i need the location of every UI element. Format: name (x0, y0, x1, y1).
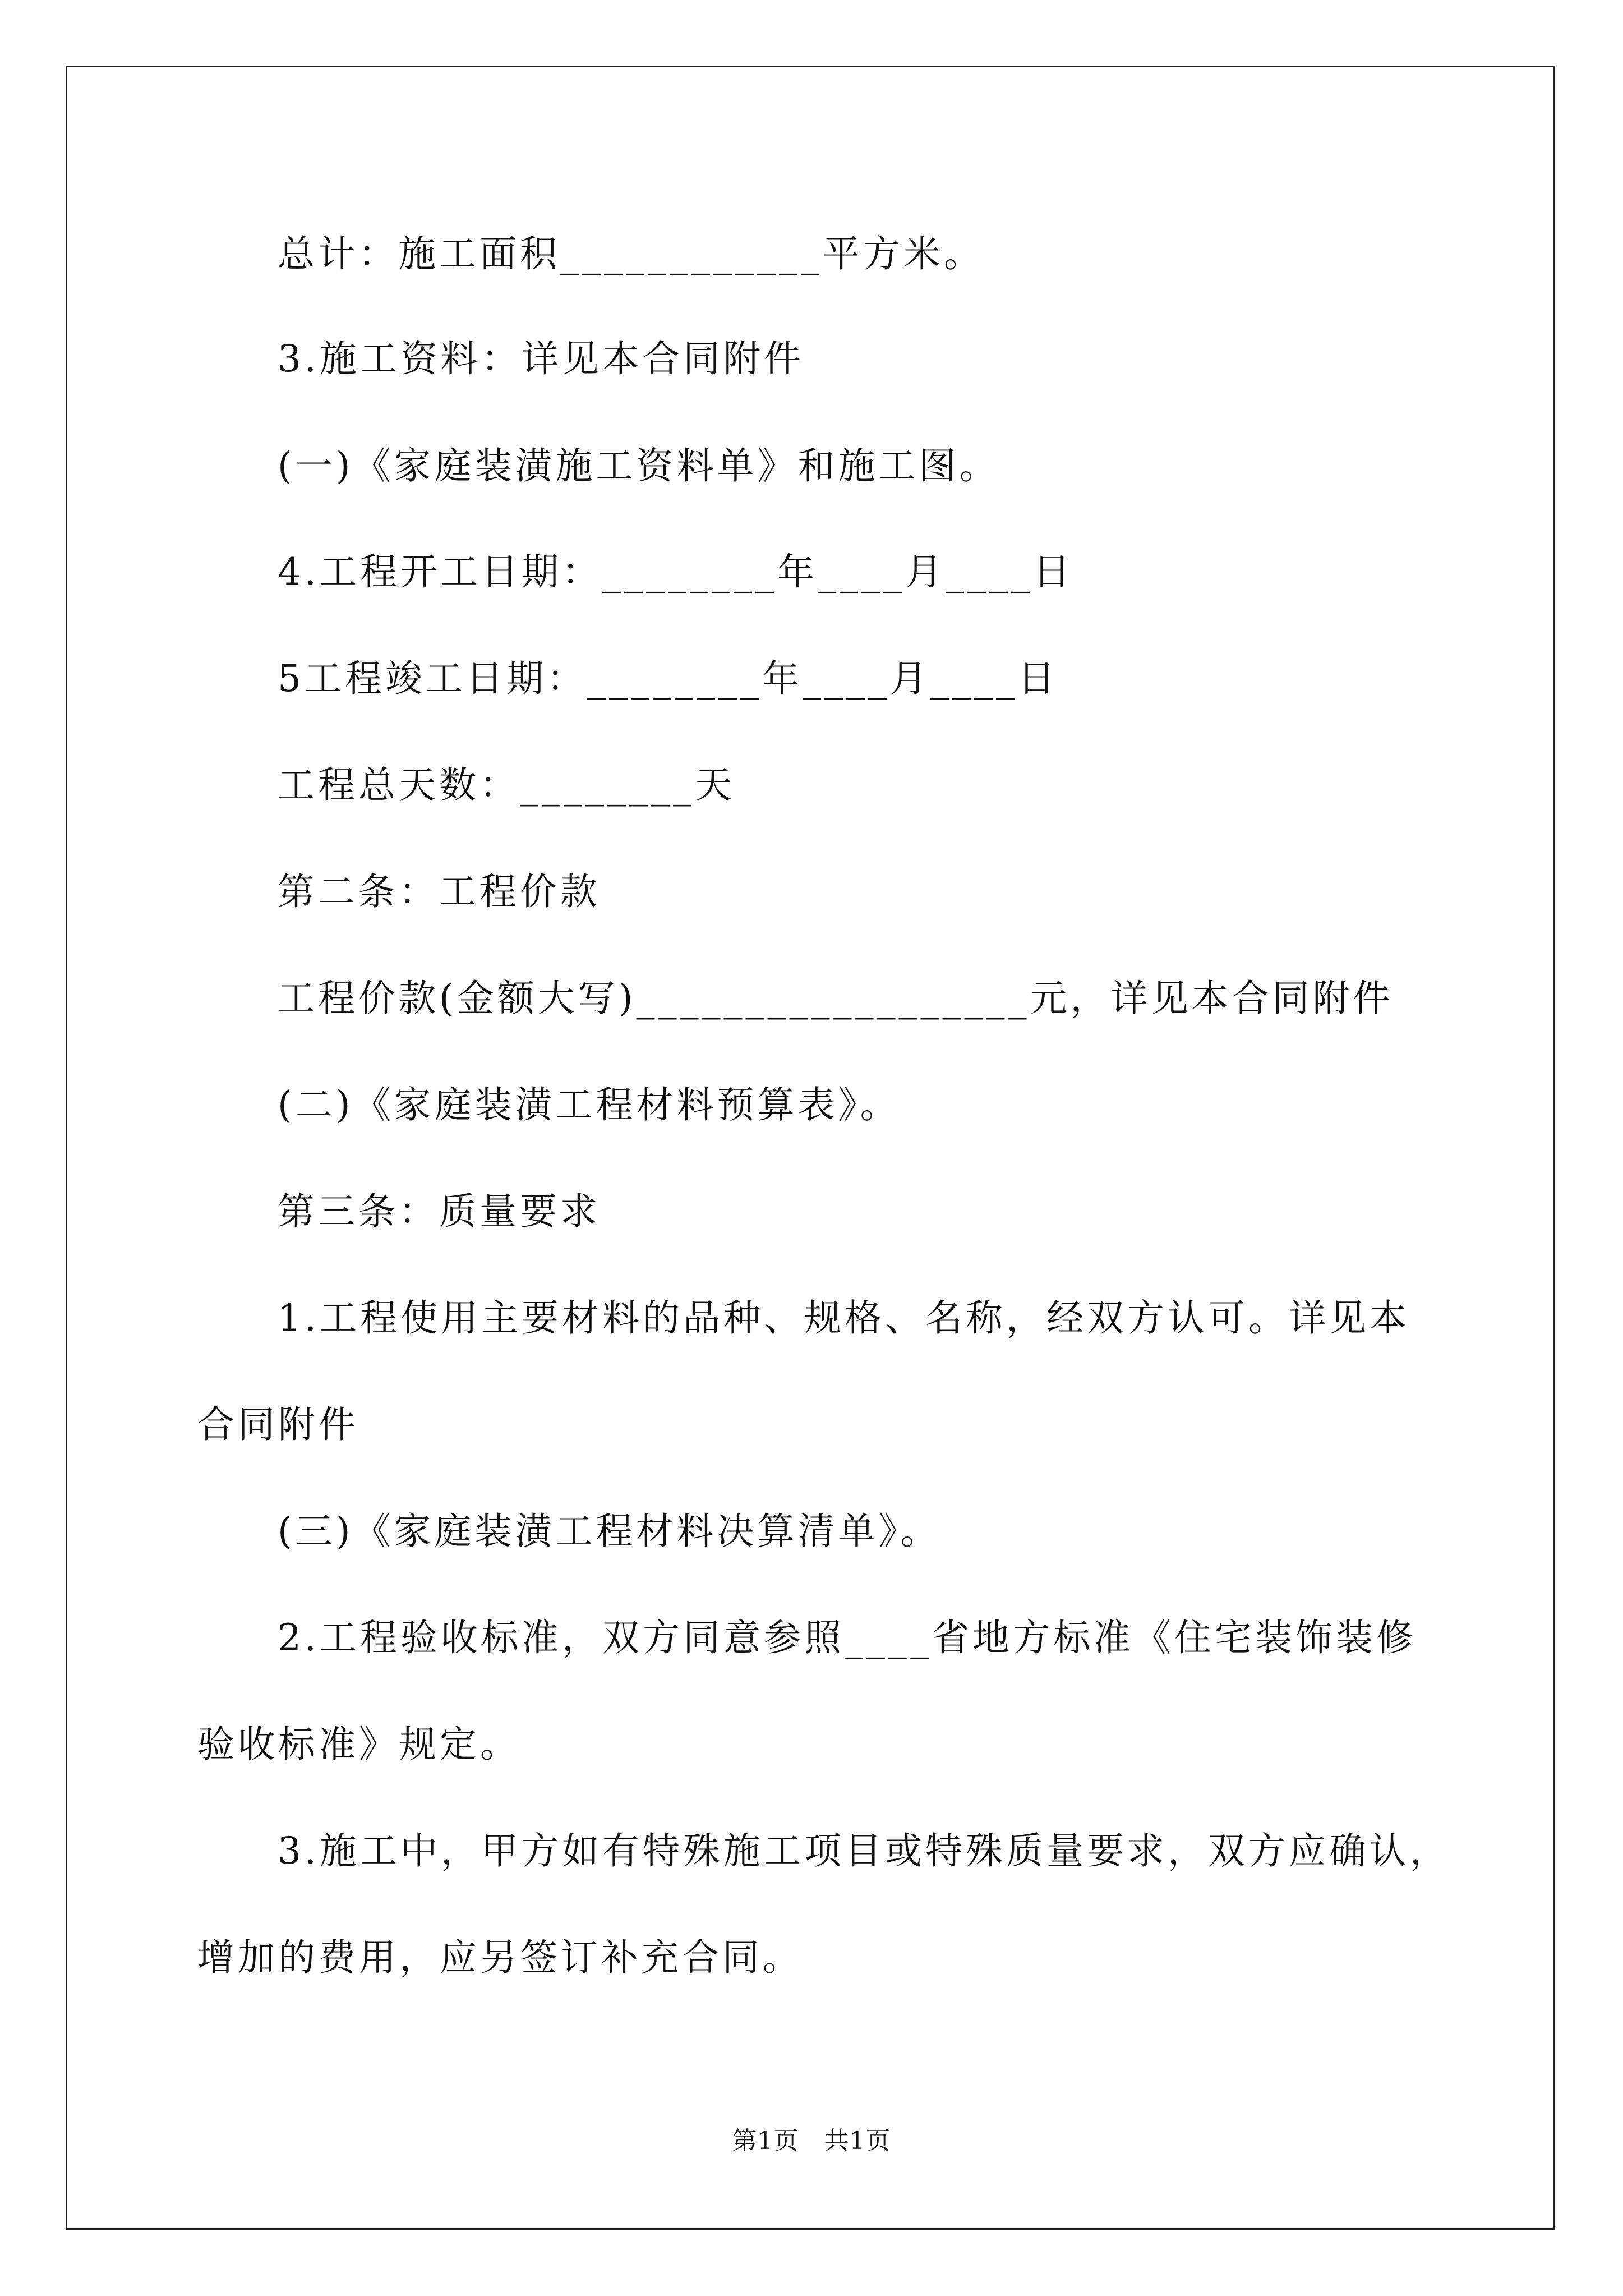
text-line-attachment-3: (三)《家庭装潢工程材料决算清单》。 (278, 1510, 941, 1553)
page-frame (66, 66, 1555, 2230)
section-heading-price: 第二条：工程价款 (278, 870, 601, 913)
text-line-total-area: 总计：施工面积____________平方米。 (278, 232, 984, 275)
text-line-quality-1-cont: 合同附件 (197, 1403, 359, 1446)
text-line-total-days: 工程总天数：________天 (278, 763, 735, 807)
text-line-price-amount: 工程价款(金额大写)__________________元，详见本合同附件 (278, 977, 1394, 1020)
text-line-quality-3-cont: 增加的费用，应另签订补充合同。 (197, 1936, 803, 1979)
text-line-quality-2-cont: 验收标准》规定。 (197, 1723, 520, 1766)
text-line-attachment-2: (二)《家庭装潢工程材料预算表》。 (278, 1083, 901, 1126)
text-line-materials: 3.施工资料：详见本合同附件 (278, 337, 804, 380)
page-footer: 第1页 共1页 (732, 2127, 891, 2155)
text-line-completion-date: 5工程竣工日期：________年____月____日 (278, 657, 1058, 700)
text-line-quality-1: 1.工程使用主要材料的品种、规格、名称，经双方认可。详见本 (278, 1296, 1410, 1340)
section-heading-quality: 第三条：质量要求 (278, 1190, 601, 1233)
text-line-quality-3: 3.施工中，甲方如有特殊施工项目或特殊质量要求，双方应确认， (278, 1829, 1450, 1872)
text-line-start-date: 4.工程开工日期：________年____月____日 (278, 550, 1073, 593)
text-line-quality-2: 2.工程验收标准，双方同意参照____省地方标准《住宅装饰装修 (278, 1616, 1417, 1659)
text-line-attachment-1: (一)《家庭装潢施工资料单》和施工图。 (278, 444, 1000, 487)
